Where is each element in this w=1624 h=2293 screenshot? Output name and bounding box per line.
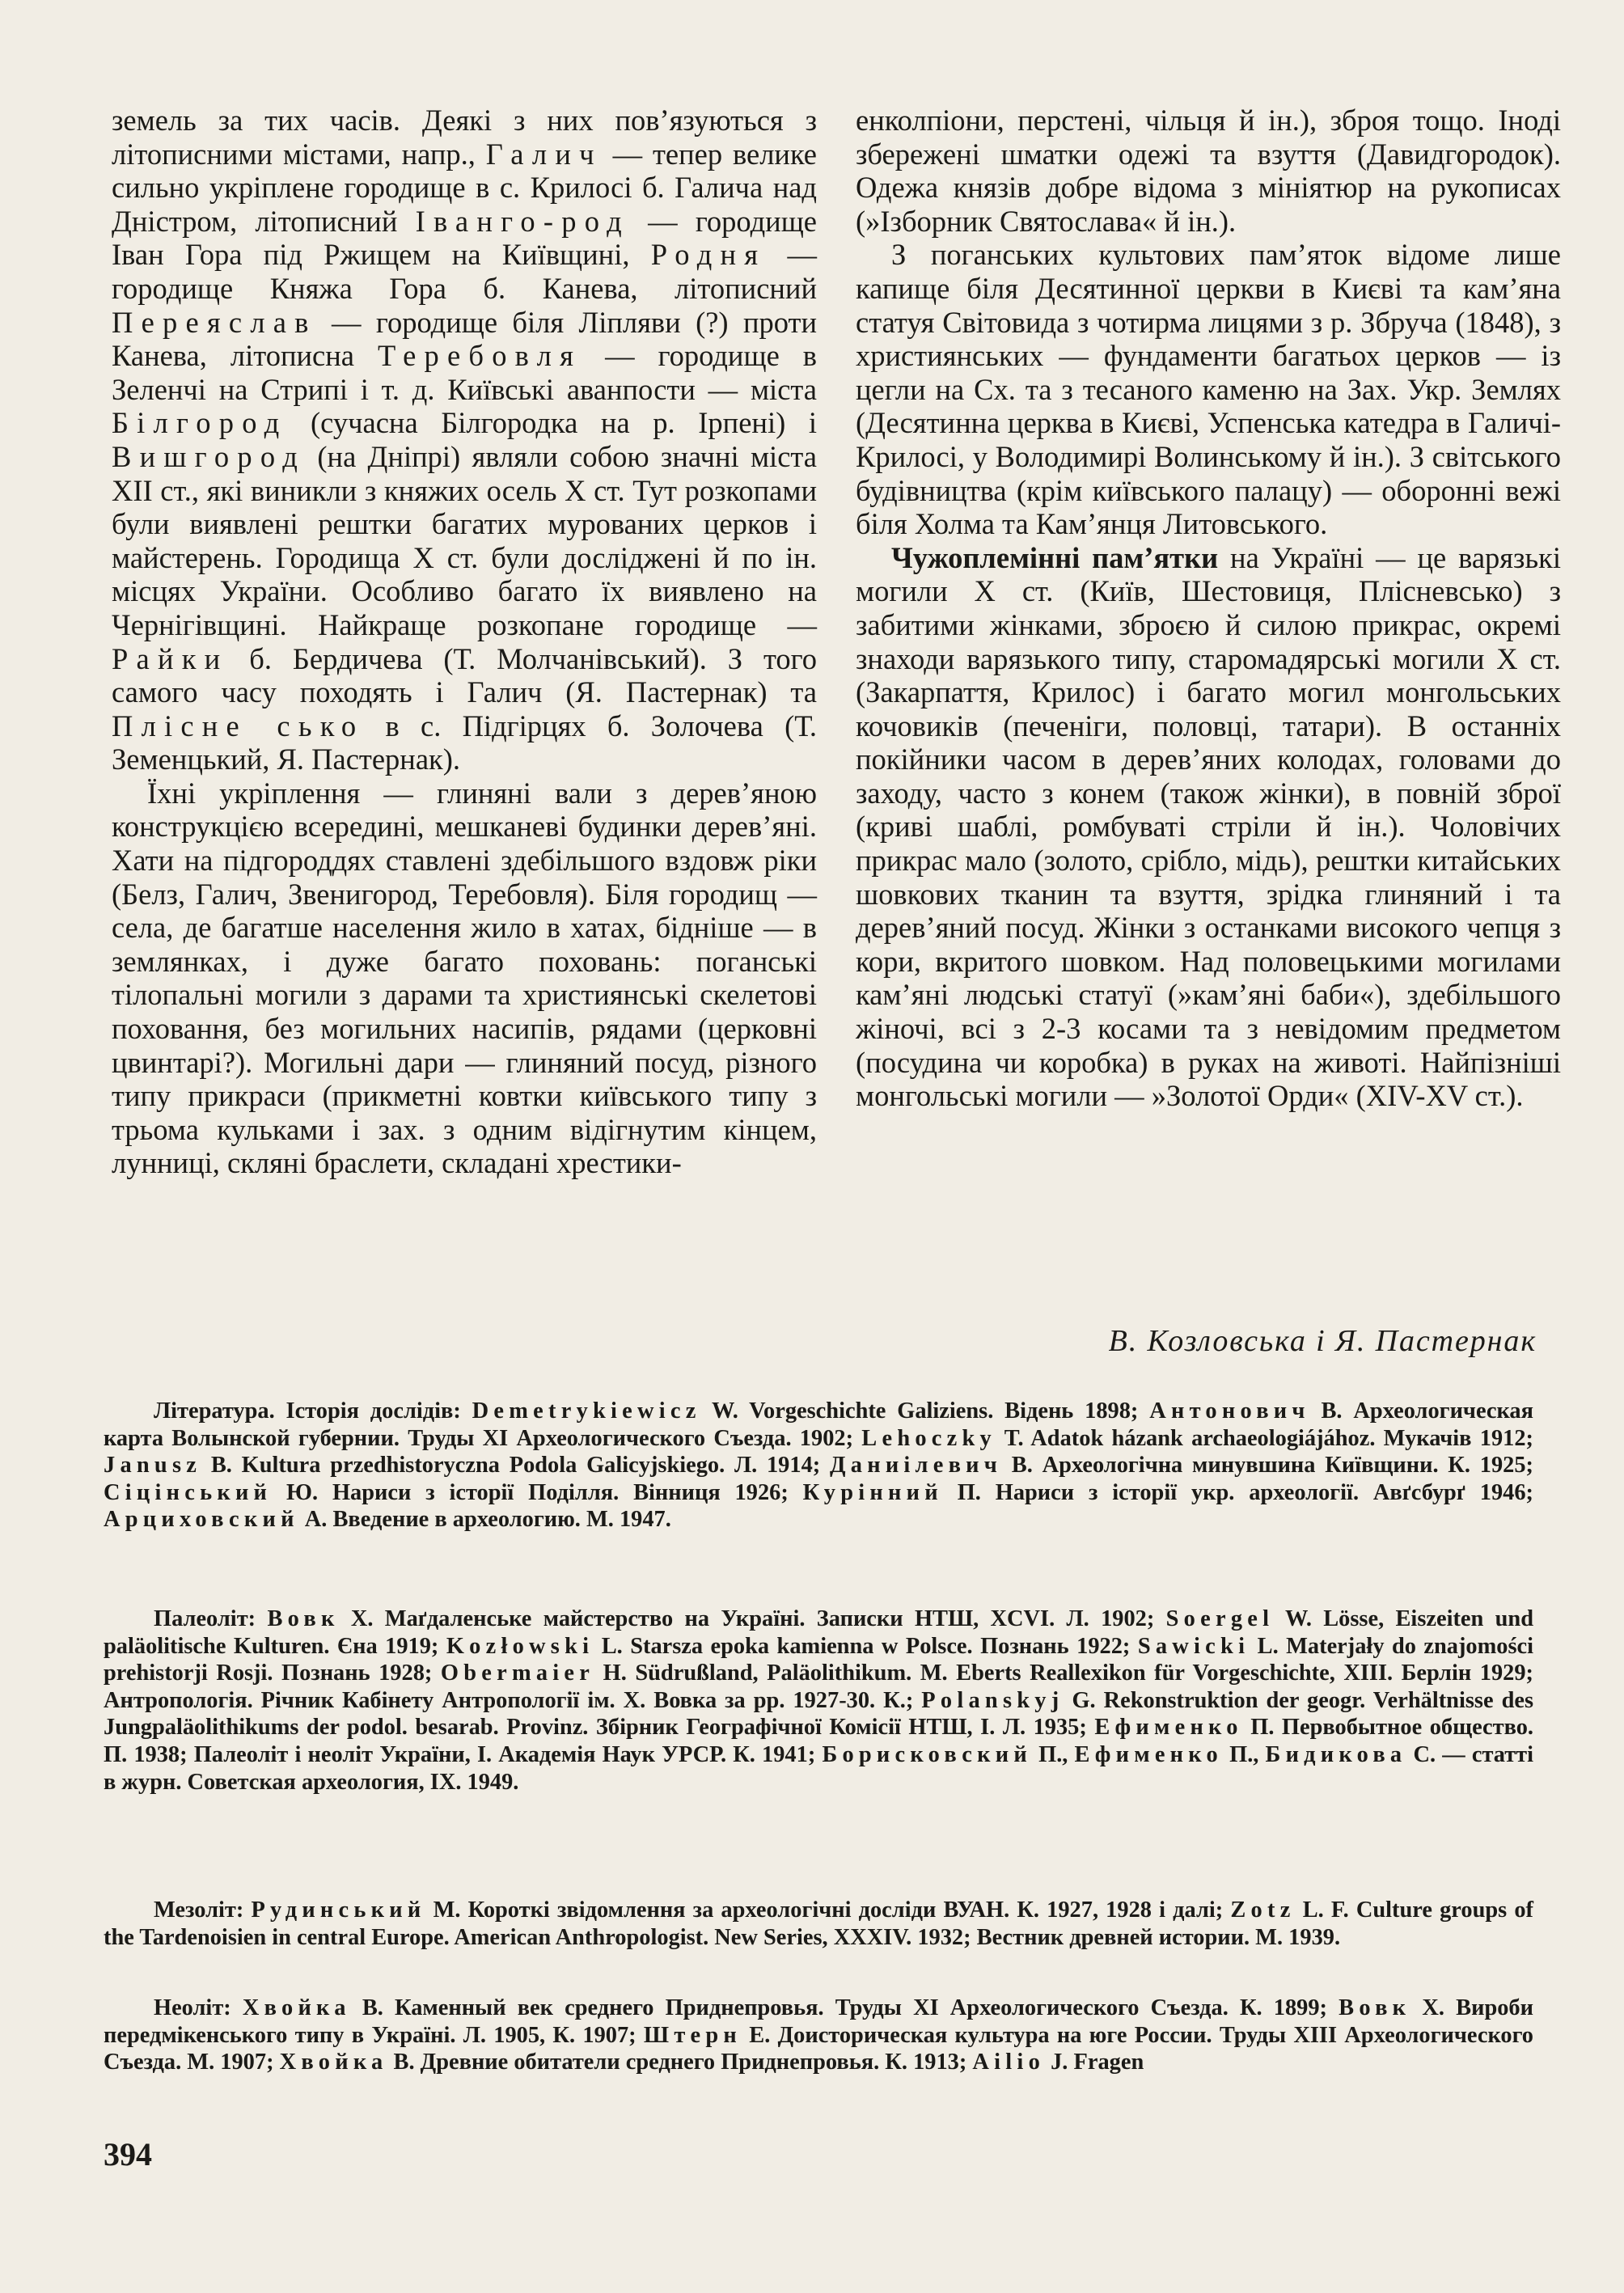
left-paragraph-1-text: — тепер велике сильно укріплене городище в с. Крилосі б. Галича над Дністром, літописний xyxy=(112,137,817,238)
left-paragraph-1-text: б. Бердичева (Т. Молчанівський). З того самого часу походять і Галич (Я. Пастернак) та xyxy=(112,641,817,709)
bibliography-neolithic-spaced-name: Ailio xyxy=(972,2050,1046,2075)
bibliography-heading: Література. Історія дослідів: xyxy=(154,1398,461,1424)
bibliography-history-spaced-name: Антонович xyxy=(1149,1398,1310,1424)
bibliography-history-spaced-name: Janusz xyxy=(104,1453,202,1479)
bibliography-paleolithic-spaced-name: Soergel xyxy=(1165,1606,1275,1631)
bibliography-neolithic-text: Е. Доисторическая культура на юге России. Труды XIII Археологического Съезда. М. 1907; xyxy=(104,2022,1534,2075)
bibliography-mesolithic-spaced-name: Рудинський xyxy=(251,1897,426,1923)
bibliography-paleolithic-spaced-name: Бидикова xyxy=(1265,1741,1407,1767)
bibliography-neolithic-spaced-name: Штерн xyxy=(643,2022,742,2048)
left-paragraph-1-text: — городище біля Ліпляви (?) проти Канева, літописна xyxy=(112,305,817,373)
bibliography-history-spaced-name: Demetrykiewicz xyxy=(472,1398,701,1424)
bibliography-mesolithic-text: М. Короткі звідомлення за археологічні досліди ВУАН. К. 1927, 1928 і далі; xyxy=(425,1897,1231,1923)
bibliography-neolithic-spaced-name: Хвойка xyxy=(279,2050,388,2075)
bibliography-neolithic-text: В. Каменный век среднего Приднепровья. Труды XI Археологического Съезда. К. 1899; xyxy=(350,1995,1339,2020)
bibliography-entries xyxy=(104,1606,1533,1795)
bibliography-neolithic-spaced-name: Хвойка xyxy=(242,1995,351,2020)
bibliography-entries xyxy=(104,1995,1533,2075)
bibliography-paleolithic-text: G. Rekonstruktion der geogr. Verhältnisse des Jungpaläolithikums der podol. besarab. Provinz. Збірник Географічної Комісії НТШ, I. Л. 1935; xyxy=(104,1687,1534,1741)
author-signature: В. Козловська і Я. Пастернак xyxy=(1108,1324,1537,1358)
right-column xyxy=(856,104,1561,1113)
bibliography-neolithic xyxy=(104,1995,1533,2076)
left-column xyxy=(112,104,817,1180)
bibliography-history-text: B. Kultura przedhistoryczna Podola Galicyjskiego. Л. 1914; xyxy=(201,1453,830,1479)
bibliography-paleolithic-text: H. Südrußland, Paläolithikum. M. Eberts Reallexikon für Vorgeschichte, XIII. Берлін 1929; Антропологія. Річник Кабінету Антропології ім. Х. Вовка за рр. 1927-30. К.; xyxy=(104,1661,1533,1713)
bibliography-history-text: T. Adatok házank archaeologiájához. Мукачів 1912; xyxy=(996,1425,1533,1451)
bibliography-neolithic-spaced-name: Вовк xyxy=(1339,1995,1411,2020)
left-paragraph-1-text: земель за тих часів. Деякі з них пов’язуються з літописними містами, напр., xyxy=(112,104,817,171)
bibliography-history-spaced-name: Даниілевич xyxy=(829,1453,1003,1479)
bibliography-neolithic-text: В. Древние обитатели среднего Приднепровья. К. 1913; xyxy=(387,2050,973,2075)
bibliography-paleolithic-text: L. Materjały do znajomości prehistorji Rosji. Познань 1928; xyxy=(104,1633,1534,1686)
bibliography-neolithic-text: Х. Вироби передмікенського типу в Україні. Л. 1905, К. 1907; xyxy=(104,1995,1533,2048)
bibliography-heading: Палеоліт: xyxy=(154,1606,256,1631)
bibliography-paleolithic-spaced-name: Вовк xyxy=(267,1606,340,1631)
bibliography-history-text: W. Vorgeschichte Galiziens. Відень 1898; xyxy=(700,1398,1150,1424)
bibliography-paleolithic-text: W. Lösse, Eiszeiten und paläolitische Kulturen. Єна 1919; xyxy=(104,1606,1533,1659)
left-paragraph-1-text: в с. Підгірцях б. Золочева (Т. Земенцький, Я. Пастернак). xyxy=(112,709,817,776)
left-paragraph-1-spaced-name: Теребовля xyxy=(377,339,582,373)
bibliography-mesolithic-spaced-name: Zotz xyxy=(1230,1897,1296,1923)
bibliography-history-spaced-name: Курінний xyxy=(802,1479,943,1505)
section-run-in-heading: Чужоплемінні пам’ятки xyxy=(891,540,1219,574)
left-paragraph-1-spaced-name: Родня xyxy=(650,238,767,272)
bibliography-paleolithic xyxy=(104,1606,1533,1796)
bibliography-history-spaced-name: Арциховский xyxy=(104,1507,299,1533)
left-paragraph-1-text: (сучасна Білгородка на р. Ірпені) і xyxy=(287,406,817,440)
right-paragraph-2: З поганських культових пам’яток відоме лише капище біля Десятинної церкви в Києві та кам’яна статуя Світовида з чотирма лицями з р. Збруча (1848), з християнських — фундаменти багатьох церков — із цегли на Сх. та з тесаного каменю на Зах. Укр. Землях (Десятинна церква в Києві, Успенська катедра в Галичі-Крилосі, у Володимирі Волинському й ін.). З світського будівництва (крім київського палацу) — оборонні вежі біля Холма та Кам’янця Литовського. xyxy=(856,238,1561,541)
bibliography-paleolithic-text: П., xyxy=(1222,1741,1266,1767)
bibliography-mesolithic xyxy=(104,1897,1533,1951)
bibliography-history-text: Ю. Нариси з історії Поділля. Вінниця 1926; xyxy=(272,1479,803,1505)
bibliography-history-text xyxy=(461,1398,472,1424)
bibliography-paleolithic-spaced-name: Kozłowski xyxy=(446,1633,594,1659)
right-paragraph-1: енколпіони, перстені, чільця й ін.), зброя тощо. Іноді збережені шматки одежі та взуття (Давидгородок). Одежа князів добре відома з мініятюр на рукописах (»Ізборник Святослава« й ін.). xyxy=(856,104,1561,238)
left-paragraph-1-spaced-name: Білгород xyxy=(112,406,288,440)
left-paragraph-1-spaced-name: Райки xyxy=(112,641,229,675)
bibliography-paleolithic-text: Х. Маґдаленське майстерство на Україні. Записки НТШ, XCVI. Л. 1902; xyxy=(339,1606,1166,1631)
bibliography-history-text: А. Введение в археологию. М. 1947. xyxy=(298,1507,671,1533)
bibliography-paleolithic-text: П. Первобытное общество. П. 1938; Палеоліт і неоліт України, I. Академія Наук УРСР. К. 1941; xyxy=(104,1715,1533,1767)
bibliography-history-text: В. Археологічна минувшина Київщини. К. 1925; xyxy=(1002,1453,1533,1479)
bibliography-heading: Неоліт: xyxy=(154,1995,231,2020)
left-paragraph-1-text: — городище в Зеленчі на Стрипі і т. д. Київські аванпости — міста xyxy=(112,339,818,406)
bibliography-neolithic-text xyxy=(231,1995,243,2020)
bibliography-paleolithic-spaced-name: Ефименко xyxy=(1094,1715,1243,1741)
left-paragraph-1-spaced-name: Вишгород xyxy=(112,439,307,473)
bibliography-neolithic-text: J. Fragen xyxy=(1045,2050,1144,2075)
left-paragraph-1-text: — городище Княжа Гора б. Канева, літописний xyxy=(112,238,817,305)
bibliography-history-text: П. Нариси з історії укр. археології. Авґсбурґ 1946; xyxy=(942,1479,1533,1505)
bibliography-paleolithic-text xyxy=(256,1606,267,1631)
right-paragraph-3 xyxy=(856,541,1561,1113)
left-paragraph-1 xyxy=(112,104,817,776)
right-paragraph-3-text: на Україні — це варязькі могили X ст. (Київ, Шестовиця, Плісневсько) з забитими жінками, зброєю й силою прикрас, окремі знаходи варязького типу, старомадярські могили X ст. (Закарпаття, Крилос) і багато могил монгольських кочовиків (печеніги, половці, татари). В останніх покійники часом в дерев’яних колодах, головами до заходу, часто з конем (також жінки), в повній зброї (криві шаблі, ромбуваті стріли й ін.). Чоловічих прикрас мало (золото, срібло, мідь), рештки китайських шовкових тканин та взуття, зрідка глиняний і та дерев’яний посуд. Жінки з останками високого чепця з кори, вкритого шовком. Над половецькими могилами кам’яні людські статуї (»кам’яні баби«), здебільшого жіночі, всі з 2-3 косами та з невідомим предметом (посудина чи коробка) в руках на животі. Найпізніші монгольські могили — »Золотої Орди« (XIV-XV ст.). xyxy=(856,540,1561,1113)
left-paragraph-1-text: (на Дніпрі) являли собою значні міста XII ст., які виникли з княжих осель X ст. Тут розкопами були виявлені рештки багатих мурованих церков і майстерень. Городища X ст. були досліджені й по ін. місцях України. Особливо багато їх виявлено на Чернігівщині. Найкраще розкопане городище — xyxy=(112,439,817,641)
bibliography-history-spaced-name: Сіцінський xyxy=(104,1479,273,1505)
bibliography-history-text: В. Археологическая карта Волынской губернии. Труды XI Археологического Съезда. 1902; xyxy=(104,1398,1533,1451)
left-paragraph-1-spaced-name: Переяслав xyxy=(112,305,317,339)
bibliography-paleolithic-spaced-name: Sawicki xyxy=(1137,1633,1250,1659)
left-paragraph-1-spaced-name: Іванго-род xyxy=(415,204,630,238)
bibliography-paleolithic-spaced-name: Борисковский xyxy=(822,1741,1032,1767)
bibliography-history-spaced-name: Lehoczky xyxy=(861,1425,996,1451)
bibliography-paleolithic-text: П., xyxy=(1031,1741,1075,1767)
bibliography-history xyxy=(104,1398,1533,1534)
left-paragraph-1-spaced-name: Галич xyxy=(485,137,603,171)
left-paragraph-1-text: — городище Іван Гора під Ржищем на Київщині, xyxy=(112,204,818,272)
bibliography-paleolithic-spaced-name: Polanskyj xyxy=(921,1687,1064,1713)
bibliography-paleolithic-spaced-name: Obermaier xyxy=(440,1661,595,1686)
bibliography-paleolithic-spaced-name: Ефименко xyxy=(1074,1741,1223,1767)
bibliography-entries xyxy=(104,1897,1533,1950)
left-paragraph-2: Їхні укріплення — глиняні вали з дерев’яною конструкцією всередині, мешканеві будинки дерев’яні. Хати на підгороддях ставлені здебільшого вздовж ріки (Белз, Галич, Звенигород, Теребовля). Біля городищ — села, де багатше населення жило в хатах, бідніше — в землянках, і дуже багато поховань: поганські тілопальні могили з дарами та християнські скелетові поховання, без могильних насипів, рядами (церковні цвинтарі?). Могильні дари — глиняний посуд, різного типу прикраси (прикметні ковтки київського типу з трьома кульками і зах. з одним відігнутим кінцем, лунниці, скляні браслети, складані хрестики- xyxy=(112,776,817,1180)
bibliography-heading: Мезоліт: xyxy=(154,1897,244,1923)
bibliography-paleolithic-text: С. — статті в журн. Советская археология, IX. 1949. xyxy=(104,1741,1533,1795)
left-paragraph-1-spaced-name: Плісне сько xyxy=(112,709,365,742)
bibliography-paleolithic-text: L. Starsza epoka kamienna w Polsce. Познань 1922; xyxy=(594,1633,1138,1659)
page-number: 394 xyxy=(104,2136,152,2172)
bibliography-mesolithic-text: L. F. Culture groups of the Tardenoisien in central Europe. American Anthropologist. New Series, XXXIV. 1932; Вестник древней истории. М. 1939. xyxy=(104,1897,1533,1950)
